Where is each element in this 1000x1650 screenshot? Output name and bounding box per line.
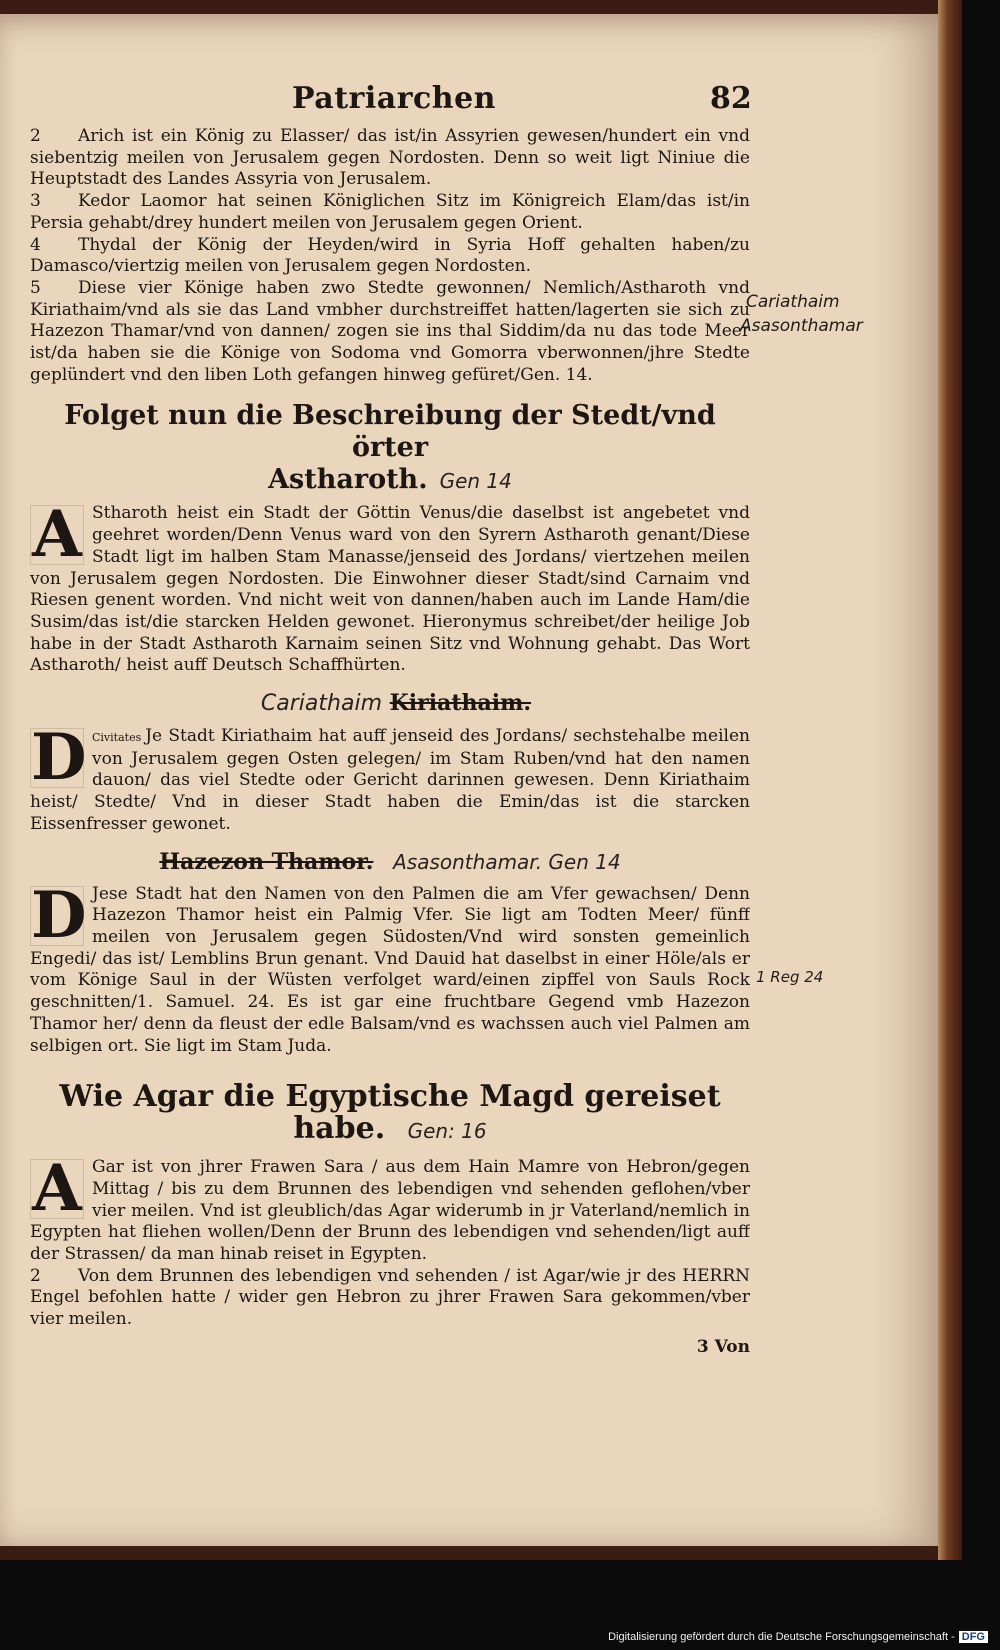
digitization-footer (608, 1631, 988, 1643)
paragraph-agar (30, 1157, 750, 1266)
paragraph-hazezon (30, 884, 750, 1058)
item-3: 3 Kedor Laomor hat seinen Königlichen Sitz im Königreich Elam/das ist/in Persia gehabt/drey hundert meilen von Jerusalem gegen Orient. (30, 191, 750, 233)
paragraph-text: Civitates Je Stadt Kiriathaim hat auff jenseid des Jordans/ sechstehalbe meilen von Jerusalem gegen Osten gelegen/ im Stam Ruben/vnd hat den namen dauon/ das viel Stedte oder Gericht darinnen gewesen. Denn Kiriathaim heist/ Stedte/ Vnd in dieser Stadt haben die Emin/das ist die starcken Eissenfresser gewonet. (30, 726, 750, 834)
footer-text: Digitalisierung gefördert durch die Deutsche Forschungsgemeinschaft - (608, 1631, 955, 1643)
handwritten-annotation: Cariathaim (260, 691, 382, 717)
dfg-logo: DFG (959, 1631, 988, 1643)
catchword: 3 Von (696, 1336, 750, 1357)
heading-title: Hazezon Thamor. (159, 848, 374, 875)
drop-cap: D (31, 726, 87, 796)
paragraph-text: Jese Stadt hat den Namen von den Palmen die am Vfer gewachsen/ Denn Hazezon Thamor heist ein Palmig Vfer. Sie ligt am Todten Meer/ fünff meilen von Jerusalem gegen Südosten/Vnd wird sonsten gemeinlich Engedi/ das ist/ Lemblins Brun genant. Vnd Dauid hat daselbst in einer Höle/als er vom Könige Saul in der Wüsten verfolget ward/einen zipffel von Sauls Rock geschnitten/1. Samuel. 24. Es ist gar eine fruchtbare Gegend vmb Hazezon Thamor her/ denn da fleust der edle Balsam/vnd es wachssen auch viel Palmen am selbigen ort. Sie ligt im Stam Juda. (30, 883, 750, 1056)
heading-line: Astharoth. Gen 14 (268, 464, 512, 496)
paragraph-text: Gar ist von jhrer Frawen Sara / aus dem Hain Mamre von Hebron/gegen Mittag / bis zu dem Brunnen des lebendigen vnd sehenden geflohen/vber vier meilen. Vnd ist gleublich/das Agar widerumb in jr Vaterland/nemlich in Egypten hat fliehen wollen/Denn der Brunn des lebendigen vnd sehenden/ligt auff der Strassen/ da man hinab reiset in Egypten. (30, 1157, 750, 1265)
margin-note-cariathaim: Cariathaim (746, 292, 840, 312)
heading-title: Kiriathaim. (389, 690, 532, 717)
page-text-block (30, 82, 750, 1359)
handwritten-annotation: Gen: 16 (407, 1119, 487, 1144)
handwritten-annotation: Gen 14 (439, 469, 512, 494)
paragraph-astharoth (30, 503, 750, 677)
paragraph-text: Stharoth heist ein Stadt der Göttin Venus/die daselbst ist angebetet vnd geehret worden/Denn Venus ward von den Syrern Astharoth genant/Diese Stadt ligt im halben Stam Manasse/jenseid des Jordans/ viertzehen meilen von Jerusalem gegen Nordosten. Die Einwohner dieser Stadt/sind Carnaim vnd Riesen genent worden. Vnd nicht weit von dannen/haben auch im Lande Ham/die Susim/das ist/die starcken Helden gewonet. Hieronymus schreibet/der heilige Job habe in der Stadt Astharoth Karnaim seinen Sitz vnd Wohnung gehabt. Das Wort Astharoth/ heist auff Deutsch Schaffhürten. (30, 503, 750, 676)
drop-cap: D (31, 883, 87, 953)
running-head: Patriarchen (292, 81, 496, 116)
page-header (30, 82, 750, 126)
heading-title: Wie Agar die Egyptische Magd gereiset habe. (59, 1079, 721, 1147)
paragraph-kiriathaim (30, 726, 750, 836)
handwritten-annotation: Asasonthamar. Gen 14 (393, 849, 621, 874)
heading-hazezon (30, 846, 750, 878)
page-edge (938, 0, 962, 1560)
heading-kiriathaim (30, 687, 750, 720)
heading-agar (30, 1081, 750, 1147)
drop-cap: A (30, 505, 84, 565)
heading-line: Folget nun die Beschreibung der Stedt/vnd örter (64, 400, 716, 464)
item-2: 2 Arich ist ein König zu Elasser/ das ist/in Assyrien gewesen/hundert ein vnd siebentzig meilen von Jerusalem gegen Nordosten. Denn so weit ligt Niniue die Heuptstadt des Landes Assyria von Jerusalem. (30, 126, 750, 190)
page-number: 82 (710, 81, 752, 116)
item-5: 5 Diese vier Könige haben zwo Stedte gewonnen/ Nemlich/Astharoth vnd Kiriathaim/vnd als sie das Land vmbher durchstreiffet hatten/lagerten sie sich zu Hazezon Thamar/vnd von dannen/ zogen sie ins thal Siddim/da nu das tode Meer ist/da haben sie die Könige von Sodoma vnd Gomorra vberwonnen/jhre Stedte geplündert vnd den liben Loth gefangen hinweg gefüret/Gen. 14. (30, 277, 750, 385)
drop-cap: A (30, 1159, 84, 1219)
item-agar-2: 2 Von dem Brunnen des lebendigen vnd sehenden / ist Agar/wie jr des HERRN Engel befohlen hatte / wider gen Hebron zu jhrer Frawen Sara gekommen/vber vier meilen. (30, 1265, 750, 1330)
inline-margin-note: Civitates (92, 731, 142, 745)
item-4: 4 Thydal der König der Heyden/wird in Syria Hoff gehalten haben/zu Damasco/viertzig meilen von Jerusalem gegen Nordosten. (30, 234, 750, 277)
margin-note-asasonthamar: Asasonthamar (740, 316, 863, 336)
margin-note-reg: 1 Reg 24 (756, 968, 824, 986)
heading-astharoth (30, 400, 750, 497)
